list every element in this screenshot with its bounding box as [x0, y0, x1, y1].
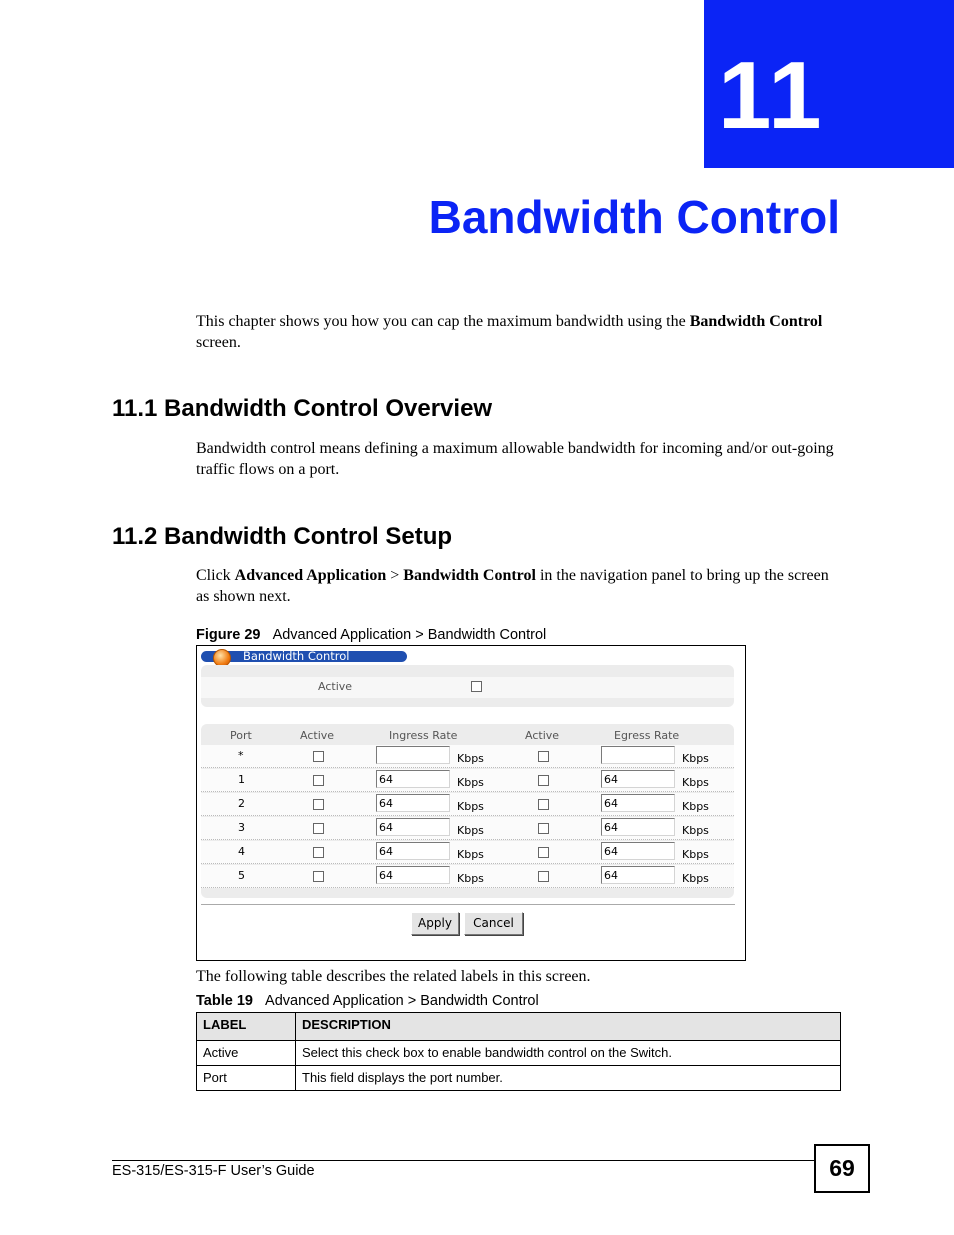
port-number: 4 [238, 845, 245, 858]
ingress-rate-input[interactable]: 64 [376, 842, 450, 860]
col-port: Port [230, 729, 252, 742]
egress-active-checkbox[interactable] [538, 823, 549, 834]
page-number: 69 [814, 1144, 870, 1193]
ingress-unit: Kbps [457, 752, 484, 765]
row-description: Select this check box to enable bandwidth control on the Switch. [296, 1041, 841, 1066]
col-egress-rate: Egress Rate [614, 729, 680, 742]
port-number: * [238, 749, 244, 762]
egress-unit: Kbps [682, 848, 709, 861]
global-settings-panel [201, 665, 734, 707]
egress-unit: Kbps [682, 800, 709, 813]
table-caption: Table 19 Advanced Application > Bandwidth Control [196, 993, 539, 1009]
port-number: 5 [238, 869, 245, 882]
ingress-active-checkbox[interactable] [313, 799, 324, 810]
egress-rate-input[interactable]: 64 [601, 818, 675, 836]
ingress-rate-input[interactable]: 64 [376, 770, 450, 788]
apply-button[interactable]: Apply [411, 912, 459, 935]
bandwidth-control-screenshot [196, 645, 746, 961]
table-row [201, 817, 734, 840]
chapter-number: 11 [718, 42, 824, 149]
egress-unit: Kbps [682, 776, 709, 789]
ingress-rate-input[interactable]: 64 [376, 866, 450, 884]
col-ingress-rate: Ingress Rate [389, 729, 458, 742]
egress-rate-input[interactable]: 64 [601, 866, 675, 884]
ingress-unit: Kbps [457, 800, 484, 813]
section-heading-overview: 11.1 Bandwidth Control Overview [112, 395, 493, 422]
table-intro-paragraph: The following table describes the related labels in this screen. [196, 968, 591, 985]
egress-rate-input[interactable]: 64 [601, 794, 675, 812]
chapter-title: Bandwidth Control [428, 191, 840, 243]
ingress-rate-input[interactable] [376, 746, 450, 764]
row-label: Port [197, 1066, 296, 1091]
table-row [201, 865, 734, 888]
ingress-unit: Kbps [457, 872, 484, 885]
intro-paragraph: This chapter shows you how you can cap the maximum bandwidth using the Bandwidth Control screen. [196, 313, 823, 351]
port-number: 3 [238, 821, 245, 834]
footer-rule [112, 1160, 814, 1161]
egress-unit: Kbps [682, 872, 709, 885]
egress-active-checkbox[interactable] [538, 799, 549, 810]
ingress-unit: Kbps [457, 824, 484, 837]
footer-guide-title: ES-315/ES-315-F User’s Guide [112, 1163, 315, 1179]
overview-paragraph: Bandwidth control means defining a maximum allowable bandwidth for incoming and/or out-going traffic flows on a port. [196, 440, 834, 478]
table-row [201, 769, 734, 792]
ingress-active-checkbox[interactable] [313, 751, 324, 762]
col-active-ingress: Active [300, 729, 335, 742]
ingress-active-checkbox[interactable] [313, 871, 324, 882]
header-description: DESCRIPTION [296, 1013, 841, 1041]
ingress-active-checkbox[interactable] [313, 823, 324, 834]
egress-active-checkbox[interactable] [538, 871, 549, 882]
row-label: Active [197, 1041, 296, 1066]
col-active-egress: Active [525, 729, 560, 742]
table-row [201, 745, 734, 768]
port-number: 2 [238, 797, 245, 810]
active-checkbox[interactable] [471, 681, 482, 692]
table-row [201, 841, 734, 864]
port-number: 1 [238, 773, 245, 786]
button-separator [201, 904, 735, 905]
table-row [197, 1041, 841, 1066]
ingress-rate-input[interactable]: 64 [376, 818, 450, 836]
table-header-row [197, 1013, 841, 1041]
ingress-rate-input[interactable]: 64 [376, 794, 450, 812]
section-heading-setup: 11.2 Bandwidth Control Setup [112, 523, 453, 550]
ingress-unit: Kbps [457, 776, 484, 789]
active-label: Active [318, 680, 353, 693]
port-table [201, 724, 734, 898]
port-table-header [201, 724, 734, 744]
ingress-active-checkbox[interactable] [313, 775, 324, 786]
egress-active-checkbox[interactable] [538, 847, 549, 858]
ingress-unit: Kbps [457, 848, 484, 861]
label-description-table [196, 1012, 841, 1091]
setup-paragraph: Click Advanced Application > Bandwidth Control in the navigation panel to bring up the screen as shown next. [196, 567, 829, 605]
screen-title: Bandwidth Control [243, 649, 350, 663]
figure-caption: Figure 29 Advanced Application > Bandwidth Control [196, 627, 547, 643]
ingress-active-checkbox[interactable] [313, 847, 324, 858]
cancel-button[interactable]: Cancel [464, 912, 523, 935]
egress-unit: Kbps [682, 824, 709, 837]
table-row [197, 1066, 841, 1091]
egress-unit: Kbps [682, 752, 709, 765]
table-row [201, 793, 734, 816]
egress-rate-input[interactable]: 64 [601, 842, 675, 860]
egress-active-checkbox[interactable] [538, 775, 549, 786]
header-label: LABEL [197, 1013, 296, 1041]
egress-rate-input[interactable]: 64 [601, 770, 675, 788]
egress-active-checkbox[interactable] [538, 751, 549, 762]
egress-rate-input[interactable] [601, 746, 675, 764]
row-description: This field displays the port number. [296, 1066, 841, 1091]
